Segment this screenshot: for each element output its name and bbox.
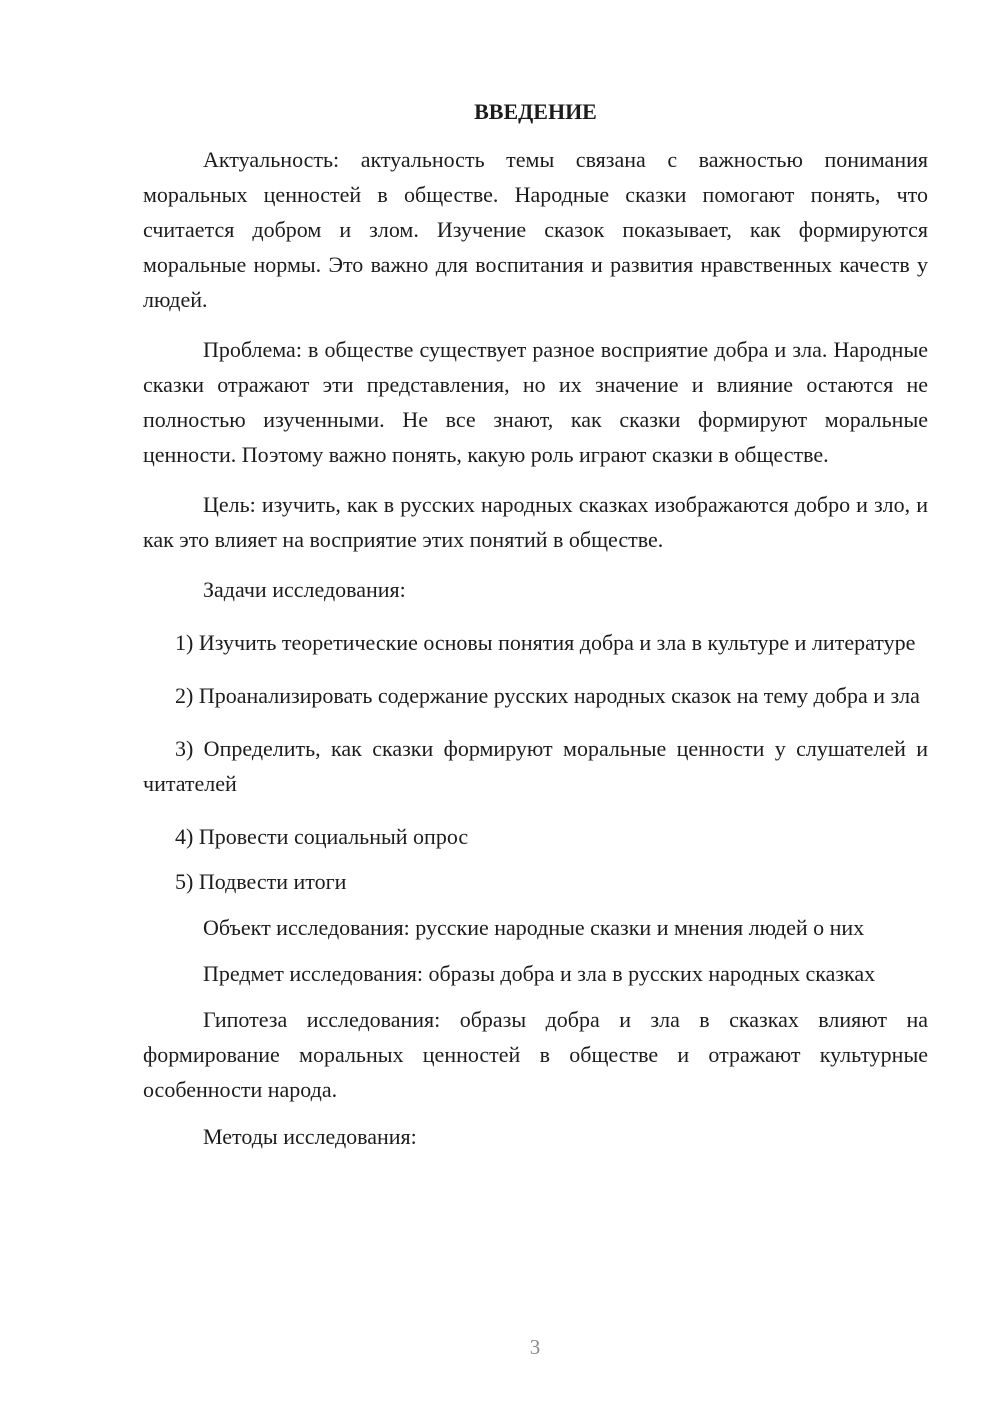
page-number: 3 — [529, 1335, 541, 1359]
task-item-5: 5) Подвести итоги — [175, 869, 347, 894]
task-item-3: 3) Определить, как сказки формируют моральные ценности у слушателей и читателей — [143, 736, 928, 796]
task-item-4: 4) Провести социальный опрос — [175, 824, 469, 849]
object-paragraph: Объект исследования: русские народные сказки и мнения людей о них — [203, 915, 865, 940]
methods-heading: Методы исследования: — [203, 1124, 417, 1149]
goal-paragraph: Цель: изучить, как в русских народных сказках изображаются добро и зло, и как это влияет на восприятие этих понятий в обществе. — [143, 492, 928, 552]
hypothesis-paragraph: Гипотеза исследования: образы добра и зла в сказках влияют на формирование моральных ценностей в обществе и отражают культурные особенности народа. — [143, 1007, 928, 1102]
page-content — [143, 96, 928, 1172]
task-item-2: 2) Проанализировать содержание русских народных сказок на тему добра и зла — [175, 683, 920, 708]
subject-paragraph: Предмет исследования: образы добра и зла в русских народных сказках — [203, 961, 876, 986]
problem-paragraph: Проблема: в обществе существует разное восприятие добра и зла. Народные сказки отражают эти представления, но их значение и влияние остаются не полностью изученными. Не все знают, как сказки формируют моральные ценности. Поэтому важно понять, какую роль играют сказки в обществе. — [143, 337, 928, 467]
tasks-heading: Задачи исследования: — [203, 577, 406, 602]
relevance-paragraph: Актуальность: актуальность темы связана с важностью понимания моральных ценностей в обществе. Народные сказки помогают понять, что считается добром и злом. Изучение сказок показывает, как формируются моральные нормы. Это важно для воспитания и развития нравственных качеств у людей. — [143, 147, 928, 312]
page-title: ВВЕДЕНИЕ — [474, 99, 597, 124]
task-item-1: 1) Изучить теоретические основы понятия добра и зла в культуре и литературе — [175, 630, 916, 655]
